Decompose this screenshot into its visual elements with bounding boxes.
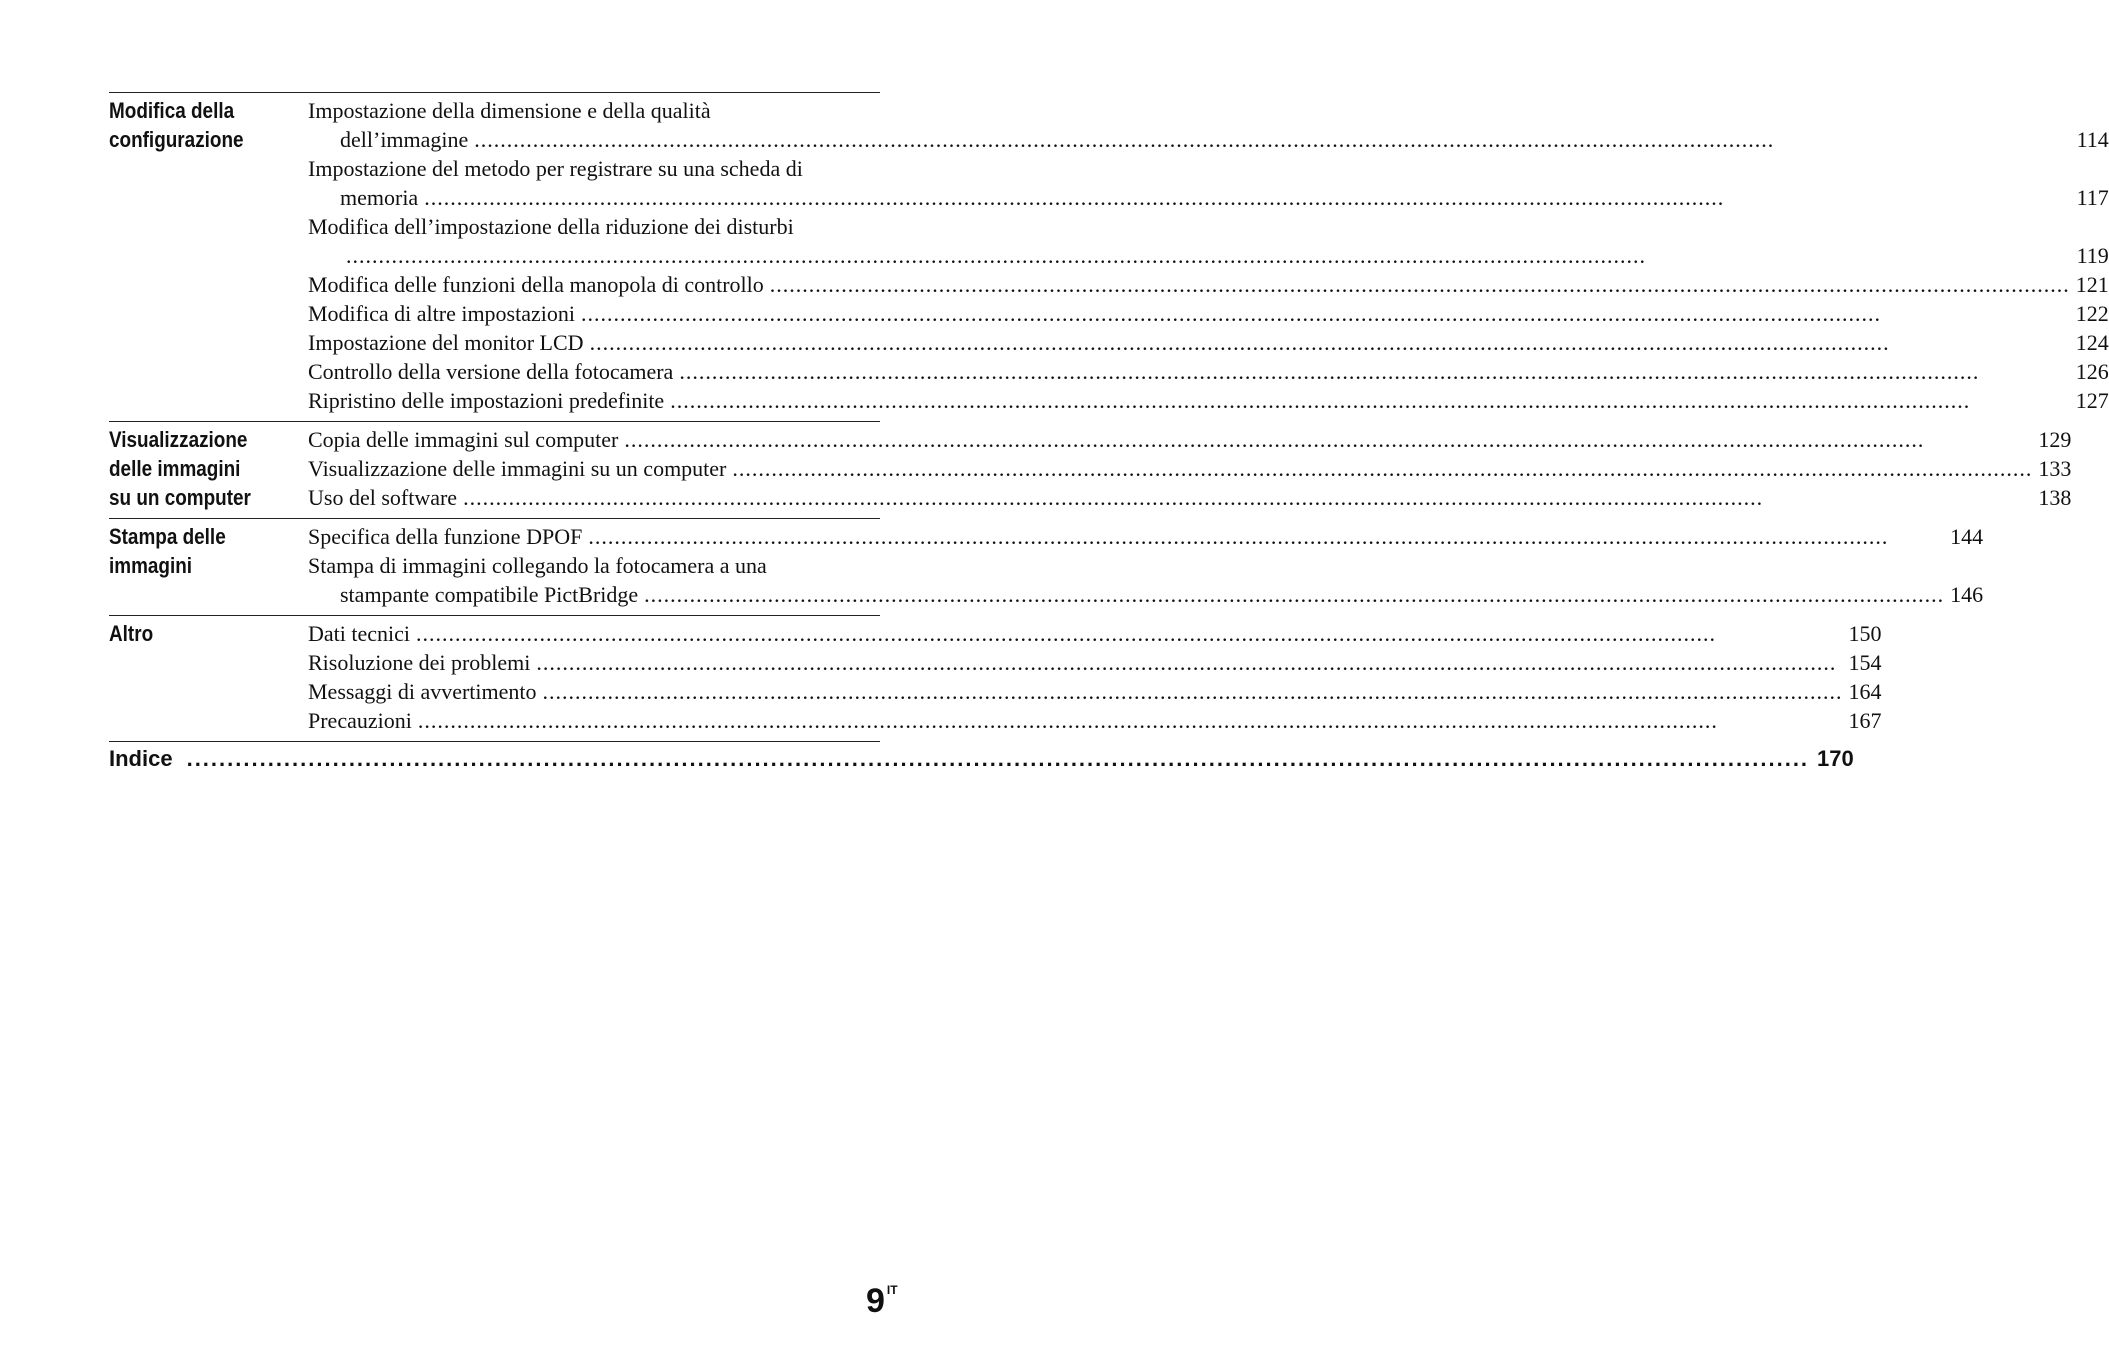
dot-leader xyxy=(187,744,1809,773)
entry-line xyxy=(308,648,1882,677)
dot-leader xyxy=(588,522,1944,551)
toc-section xyxy=(109,421,2072,518)
entry-text: Ripristino delle impostazioni predefinite xyxy=(308,388,665,413)
entry-page: 124 xyxy=(2075,330,2109,355)
section-title-line: delle immagini xyxy=(109,456,241,481)
entry-line xyxy=(308,270,2109,299)
entry-line xyxy=(308,299,2109,328)
entry-line xyxy=(308,706,1882,735)
entry-text: Modifica di altre impostazioni xyxy=(308,301,575,326)
dot-leader xyxy=(624,425,2032,454)
toc-entry[interactable] xyxy=(308,483,2071,512)
entry-text: Precauzioni xyxy=(308,708,412,733)
dot-leader xyxy=(670,386,2070,415)
toc-entry[interactable] xyxy=(308,328,2109,357)
entry-line xyxy=(308,551,1983,580)
toc-entry[interactable] xyxy=(308,212,2109,270)
index-page: 170 xyxy=(1817,746,1854,771)
entry-line xyxy=(308,183,2109,212)
entry-text: Copia delle immagini sul computer xyxy=(308,427,619,452)
entry-line xyxy=(308,386,2109,415)
section-entries xyxy=(308,619,1882,735)
section-entries xyxy=(308,96,2109,415)
toc-entry[interactable] xyxy=(308,357,2109,386)
toc-entry[interactable] xyxy=(308,96,2109,154)
entry-text: Modifica delle funzioni della manopola di controllo xyxy=(308,272,764,297)
toc-section xyxy=(109,615,1882,741)
dot-leader xyxy=(418,706,1843,735)
dot-leader xyxy=(346,241,2071,270)
section-entries xyxy=(308,522,1983,609)
entry-page: 144 xyxy=(1950,524,1984,549)
dot-leader xyxy=(732,454,2032,483)
section-title xyxy=(109,619,280,735)
toc-sections xyxy=(109,92,2109,741)
entry-text: Controllo della versione della fotocamera xyxy=(308,359,674,384)
entry-line xyxy=(308,125,2109,154)
toc-entry[interactable] xyxy=(308,154,2109,212)
entry-line xyxy=(308,580,1983,609)
toc-entry[interactable] xyxy=(308,706,1882,735)
entry-page: 114 xyxy=(2076,127,2109,152)
section-title-line: Stampa delle xyxy=(109,524,226,549)
section-title-line: Visualizzazione xyxy=(109,427,248,452)
entry-text: Messaggi di avvertimento xyxy=(308,679,537,704)
dot-leader xyxy=(679,357,2069,386)
entry-page: 154 xyxy=(1848,650,1882,675)
entry-page: 167 xyxy=(1848,708,1882,733)
toc-entry[interactable] xyxy=(308,386,2109,415)
entry-line xyxy=(308,483,2071,512)
dot-leader xyxy=(474,125,2070,154)
toc-entry[interactable] xyxy=(308,454,2071,483)
section-title-line: Modifica della xyxy=(109,98,235,123)
dot-leader xyxy=(416,619,1843,648)
dot-leader xyxy=(644,580,1944,609)
entry-page: 126 xyxy=(2075,359,2109,384)
entry-line xyxy=(308,522,1983,551)
entry-line xyxy=(308,241,2109,270)
toc-section xyxy=(109,518,1984,615)
toc-entry[interactable] xyxy=(308,648,1882,677)
entry-text: stampante compatibile PictBridge xyxy=(340,582,639,607)
toc-entry[interactable] xyxy=(308,522,1983,551)
entry-line xyxy=(308,357,2109,386)
section-title-line: immagini xyxy=(109,553,193,578)
entry-text: Impostazione del monitor LCD xyxy=(308,330,584,355)
toc-entry[interactable] xyxy=(308,677,1882,706)
entry-page: 121 xyxy=(2075,272,2109,297)
toc-entry[interactable] xyxy=(308,299,2109,328)
entry-text: Visualizzazione delle immagini su un computer xyxy=(308,456,727,481)
section-title xyxy=(109,522,280,609)
entry-page: 122 xyxy=(2075,301,2109,326)
entry-text: Impostazione della dimensione e della qualità xyxy=(308,98,711,123)
section-title-line: Altro xyxy=(109,621,154,646)
dot-leader xyxy=(543,677,1843,706)
entry-text: Risoluzione dei problemi xyxy=(308,650,531,675)
entry-line xyxy=(308,96,2109,125)
entry-line xyxy=(308,454,2071,483)
entry-page: 133 xyxy=(2038,456,2072,481)
toc-entry[interactable] xyxy=(308,270,2109,299)
toc-entry[interactable] xyxy=(308,619,1882,648)
entry-line xyxy=(308,677,1882,706)
entry-text: Impostazione del metodo per registrare su una scheda di xyxy=(308,156,803,181)
entry-line xyxy=(308,328,2109,357)
dot-leader xyxy=(463,483,2032,512)
entry-line xyxy=(308,619,1882,648)
entry-page: 129 xyxy=(2038,427,2072,452)
entry-text: dell’immagine xyxy=(340,127,469,152)
entry-text: memoria xyxy=(340,185,419,210)
section-title xyxy=(109,425,280,512)
entry-page: 138 xyxy=(2038,485,2072,510)
entry-page: 146 xyxy=(1950,582,1984,607)
toc-entry[interactable] xyxy=(308,551,1983,609)
dot-leader xyxy=(770,270,2070,299)
page-number xyxy=(866,1270,898,1321)
section-title xyxy=(109,96,280,415)
entry-text: Specifica della funzione DPOF xyxy=(308,524,583,549)
section-title-line: su un computer xyxy=(109,485,251,510)
dot-leader xyxy=(581,299,2070,328)
entry-page: 117 xyxy=(2076,185,2109,210)
entry-line xyxy=(308,154,2109,183)
dot-leader xyxy=(424,183,2070,212)
section-title-line: configurazione xyxy=(109,127,244,152)
entry-page: 127 xyxy=(2075,388,2109,413)
entry-text: Uso del software xyxy=(308,485,458,510)
index-label: Indice xyxy=(109,746,173,771)
entry-page: 164 xyxy=(1848,679,1882,704)
entry-page: 119 xyxy=(2076,243,2109,268)
section-entries xyxy=(308,425,2071,512)
toc-entry[interactable] xyxy=(308,425,2071,454)
entry-text: Stampa di immagini collegando la fotocamera a una xyxy=(308,553,767,578)
entry-text: Modifica dell’impostazione della riduzione dei disturbi xyxy=(308,214,794,239)
entry-text: Dati tecnici xyxy=(308,621,411,646)
page-number-value: 9 xyxy=(866,1282,885,1320)
language-code: IT xyxy=(886,1283,898,1297)
dot-leader xyxy=(536,648,1842,677)
dot-leader xyxy=(590,328,2070,357)
entry-page: 150 xyxy=(1848,621,1882,646)
table-of-contents xyxy=(109,92,2109,773)
index-entry[interactable] xyxy=(109,741,1854,773)
toc-section xyxy=(109,92,2109,421)
entry-line xyxy=(308,425,2071,454)
entry-line xyxy=(308,212,2109,241)
